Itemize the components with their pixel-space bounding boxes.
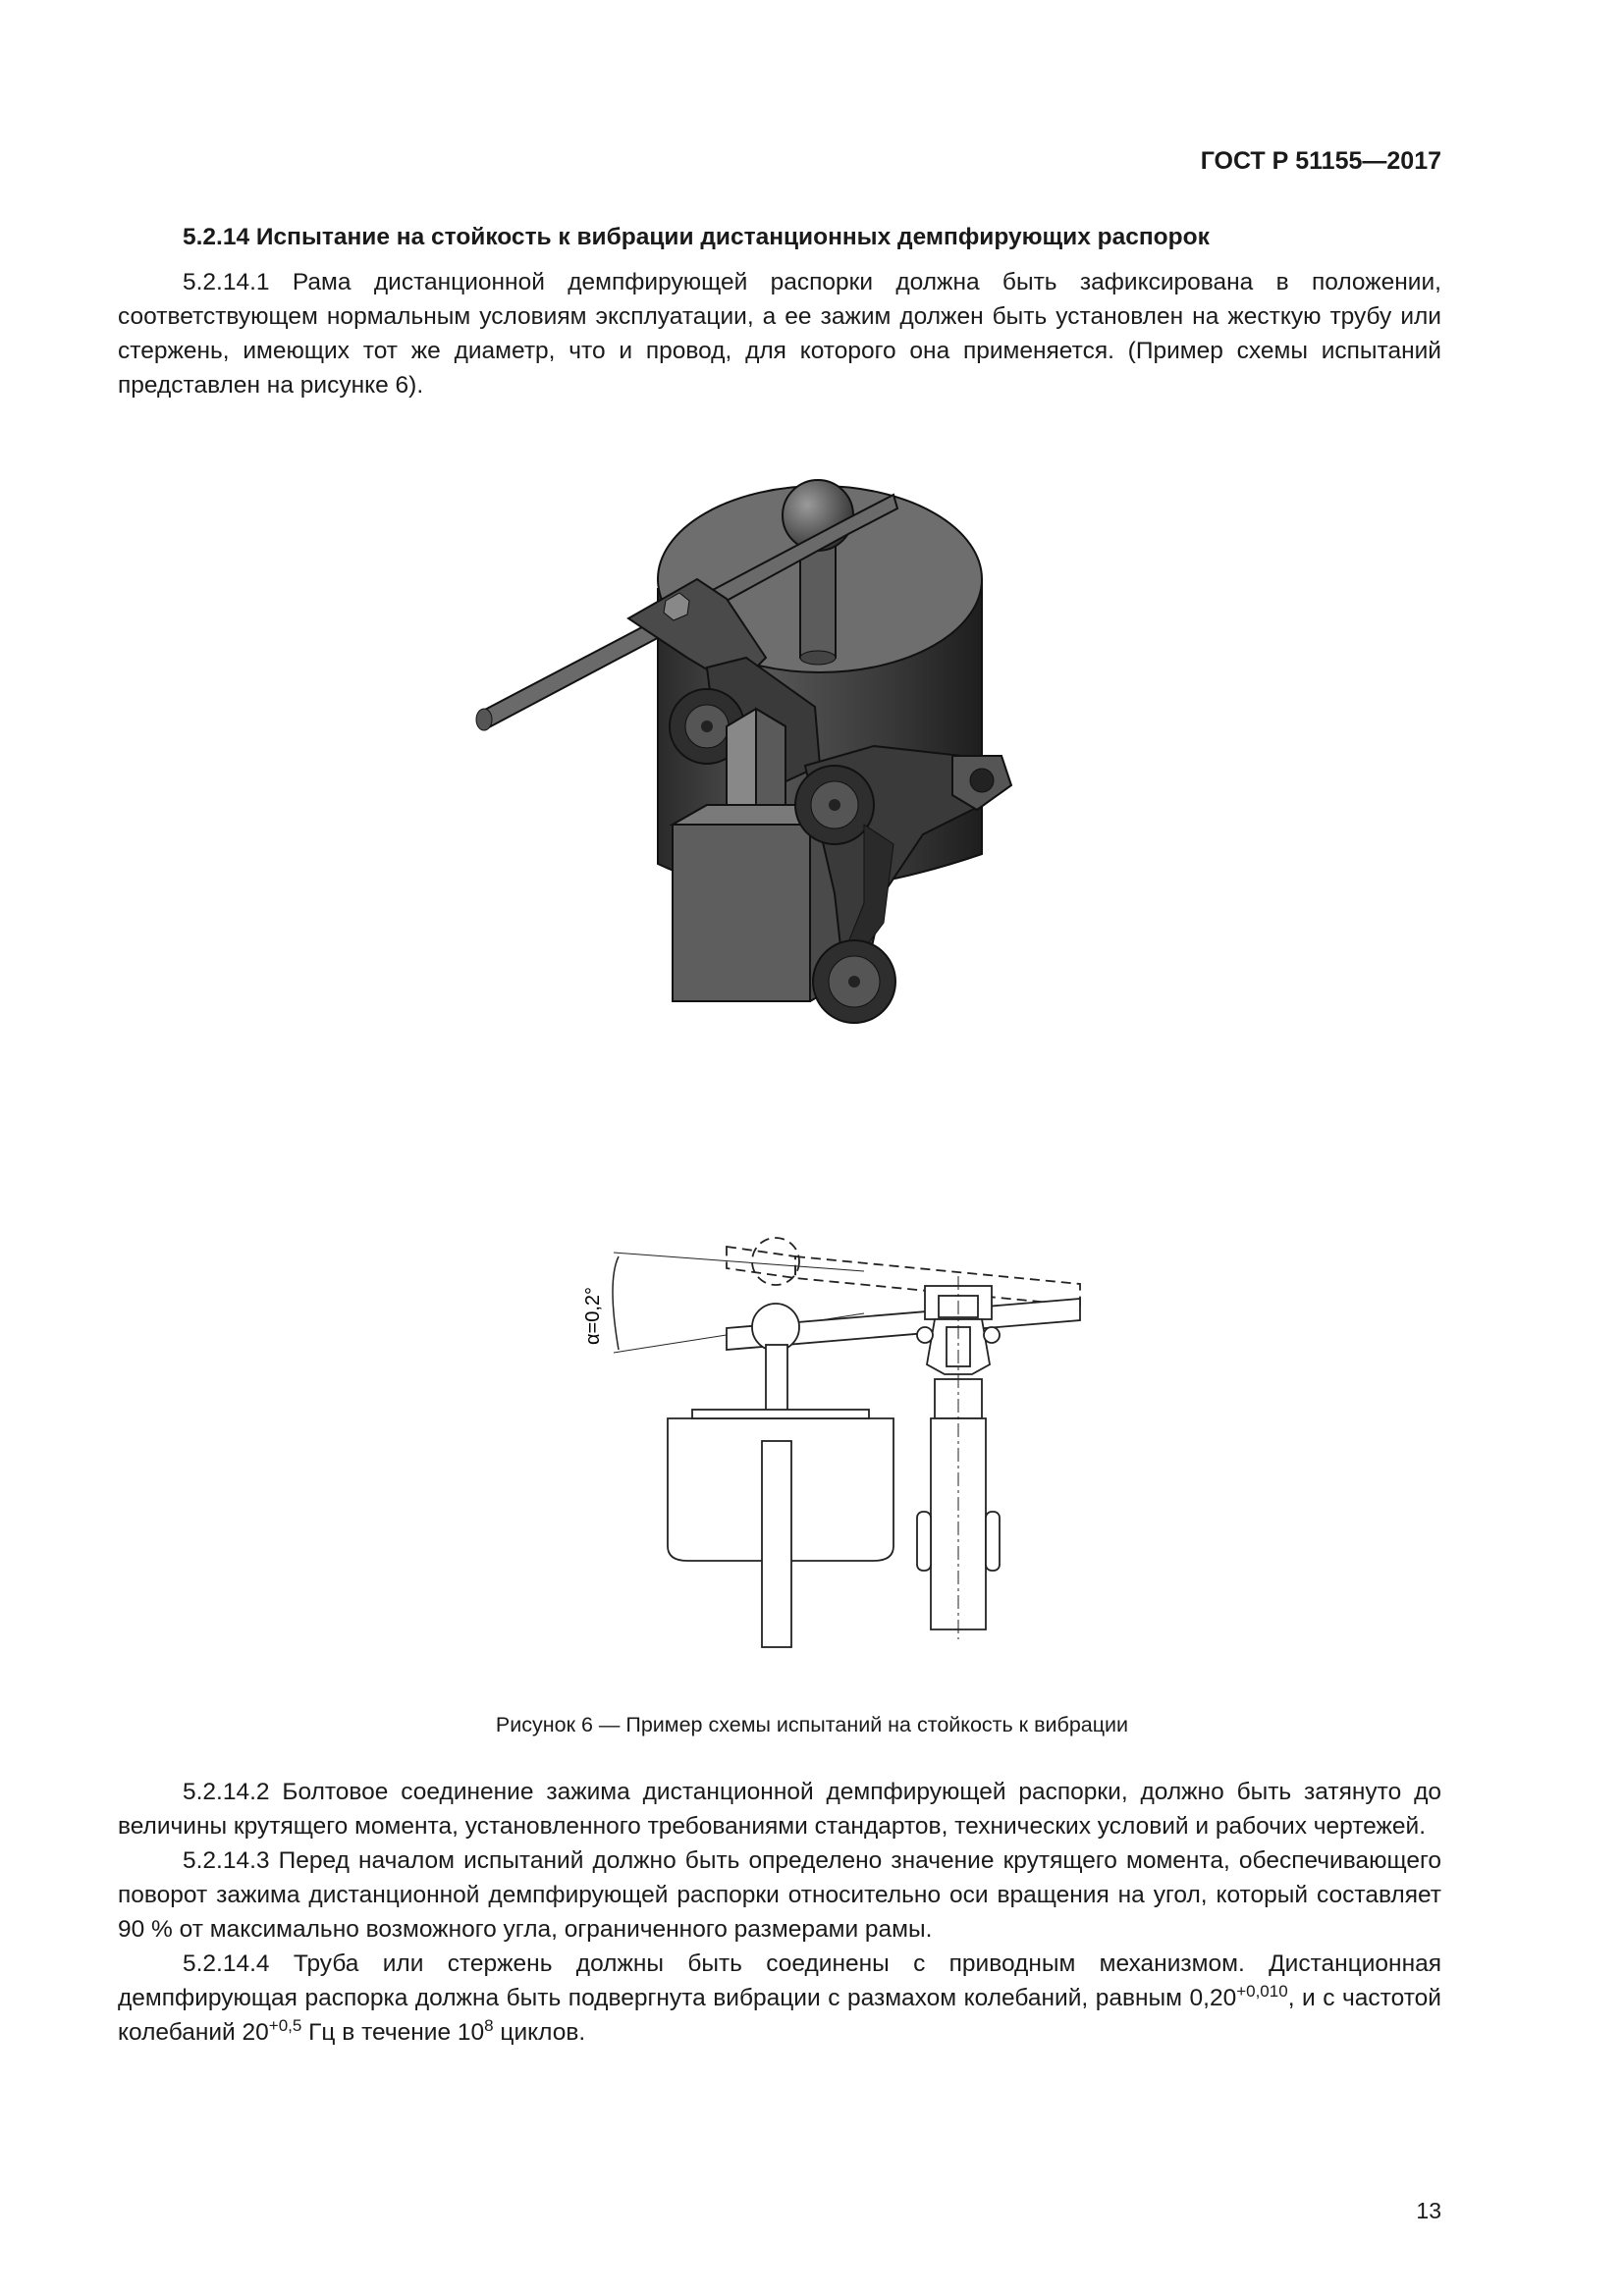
superscript-tolerance: +0,010 [1236,1981,1288,2001]
text-run: Гц в течение 10 [301,2019,485,2046]
paragraph-text: 5.2.14.1 Рама дистанционной демпфирующей распорки должна быть зафиксирована в положении, соответствующем нормальным условиям эксплуатации, а ее зажим должен быть установлен на жесткую трубу или стержень, имеющих тот же диаметр, что и провод, для которого она применяется. (Пример схемы испытаний представлен на рисунке 6). [118,269,1441,399]
isometric-test-setup-figure [432,432,1139,1188]
superscript-tolerance: +0,5 [268,2015,302,2035]
text-run: циклов. [493,2019,586,2046]
angle-label: α=0,2° [582,1286,604,1345]
text-run: , и с частотой колебаний 20 [118,1985,1441,2046]
schematic-views-figure [569,1217,1100,1679]
side-view [917,1276,1000,1639]
paragraph-5-2-14-1 [118,265,1441,402]
figure-caption: Рисунок 6 — Пример схемы испытаний на стойкость к вибрации [495,1713,1129,1736]
front-view [668,1238,1080,1647]
paragraphs-lower [118,1775,1441,2050]
paragraph-5-2-14-2: 5.2.14.2 Болтовое соединение зажима дистанционной демпфирующей распорки, должно быть затянуто до величины крутящего момента, установленного требованиями стандартов, технических условий и рабочих чертежей. [118,1779,1441,1840]
page-number: 13 [1416,2198,1441,2223]
section-title: 5.2.14 Испытание на стойкость к вибрации дистанционных демпфирующих распорок [183,224,1210,250]
document-header-id: ГОСТ Р 51155—2017 [1200,147,1441,175]
paragraph-5-2-14-3: 5.2.14.3 Перед началом испытаний должно быть определено значение крутящего момента, обеспечивающего поворот зажима дистанционной демпфирующей распорки относительно оси вращения на угол, который составляет 90 % от максимально возможного угла, ограниченного размерами рамы. [118,1847,1441,1943]
superscript-exponent: 8 [484,2015,494,2035]
text-run: 5.2.14.4 Труба или стержень должны быть соединены с приводным механизмом. Дистанционная демпфирующая распорка должна быть подвергнута вибрации с размахом колебаний, равным 0,20 [118,1950,1441,2011]
paragraph-5-2-14-4 [118,1947,1441,2050]
